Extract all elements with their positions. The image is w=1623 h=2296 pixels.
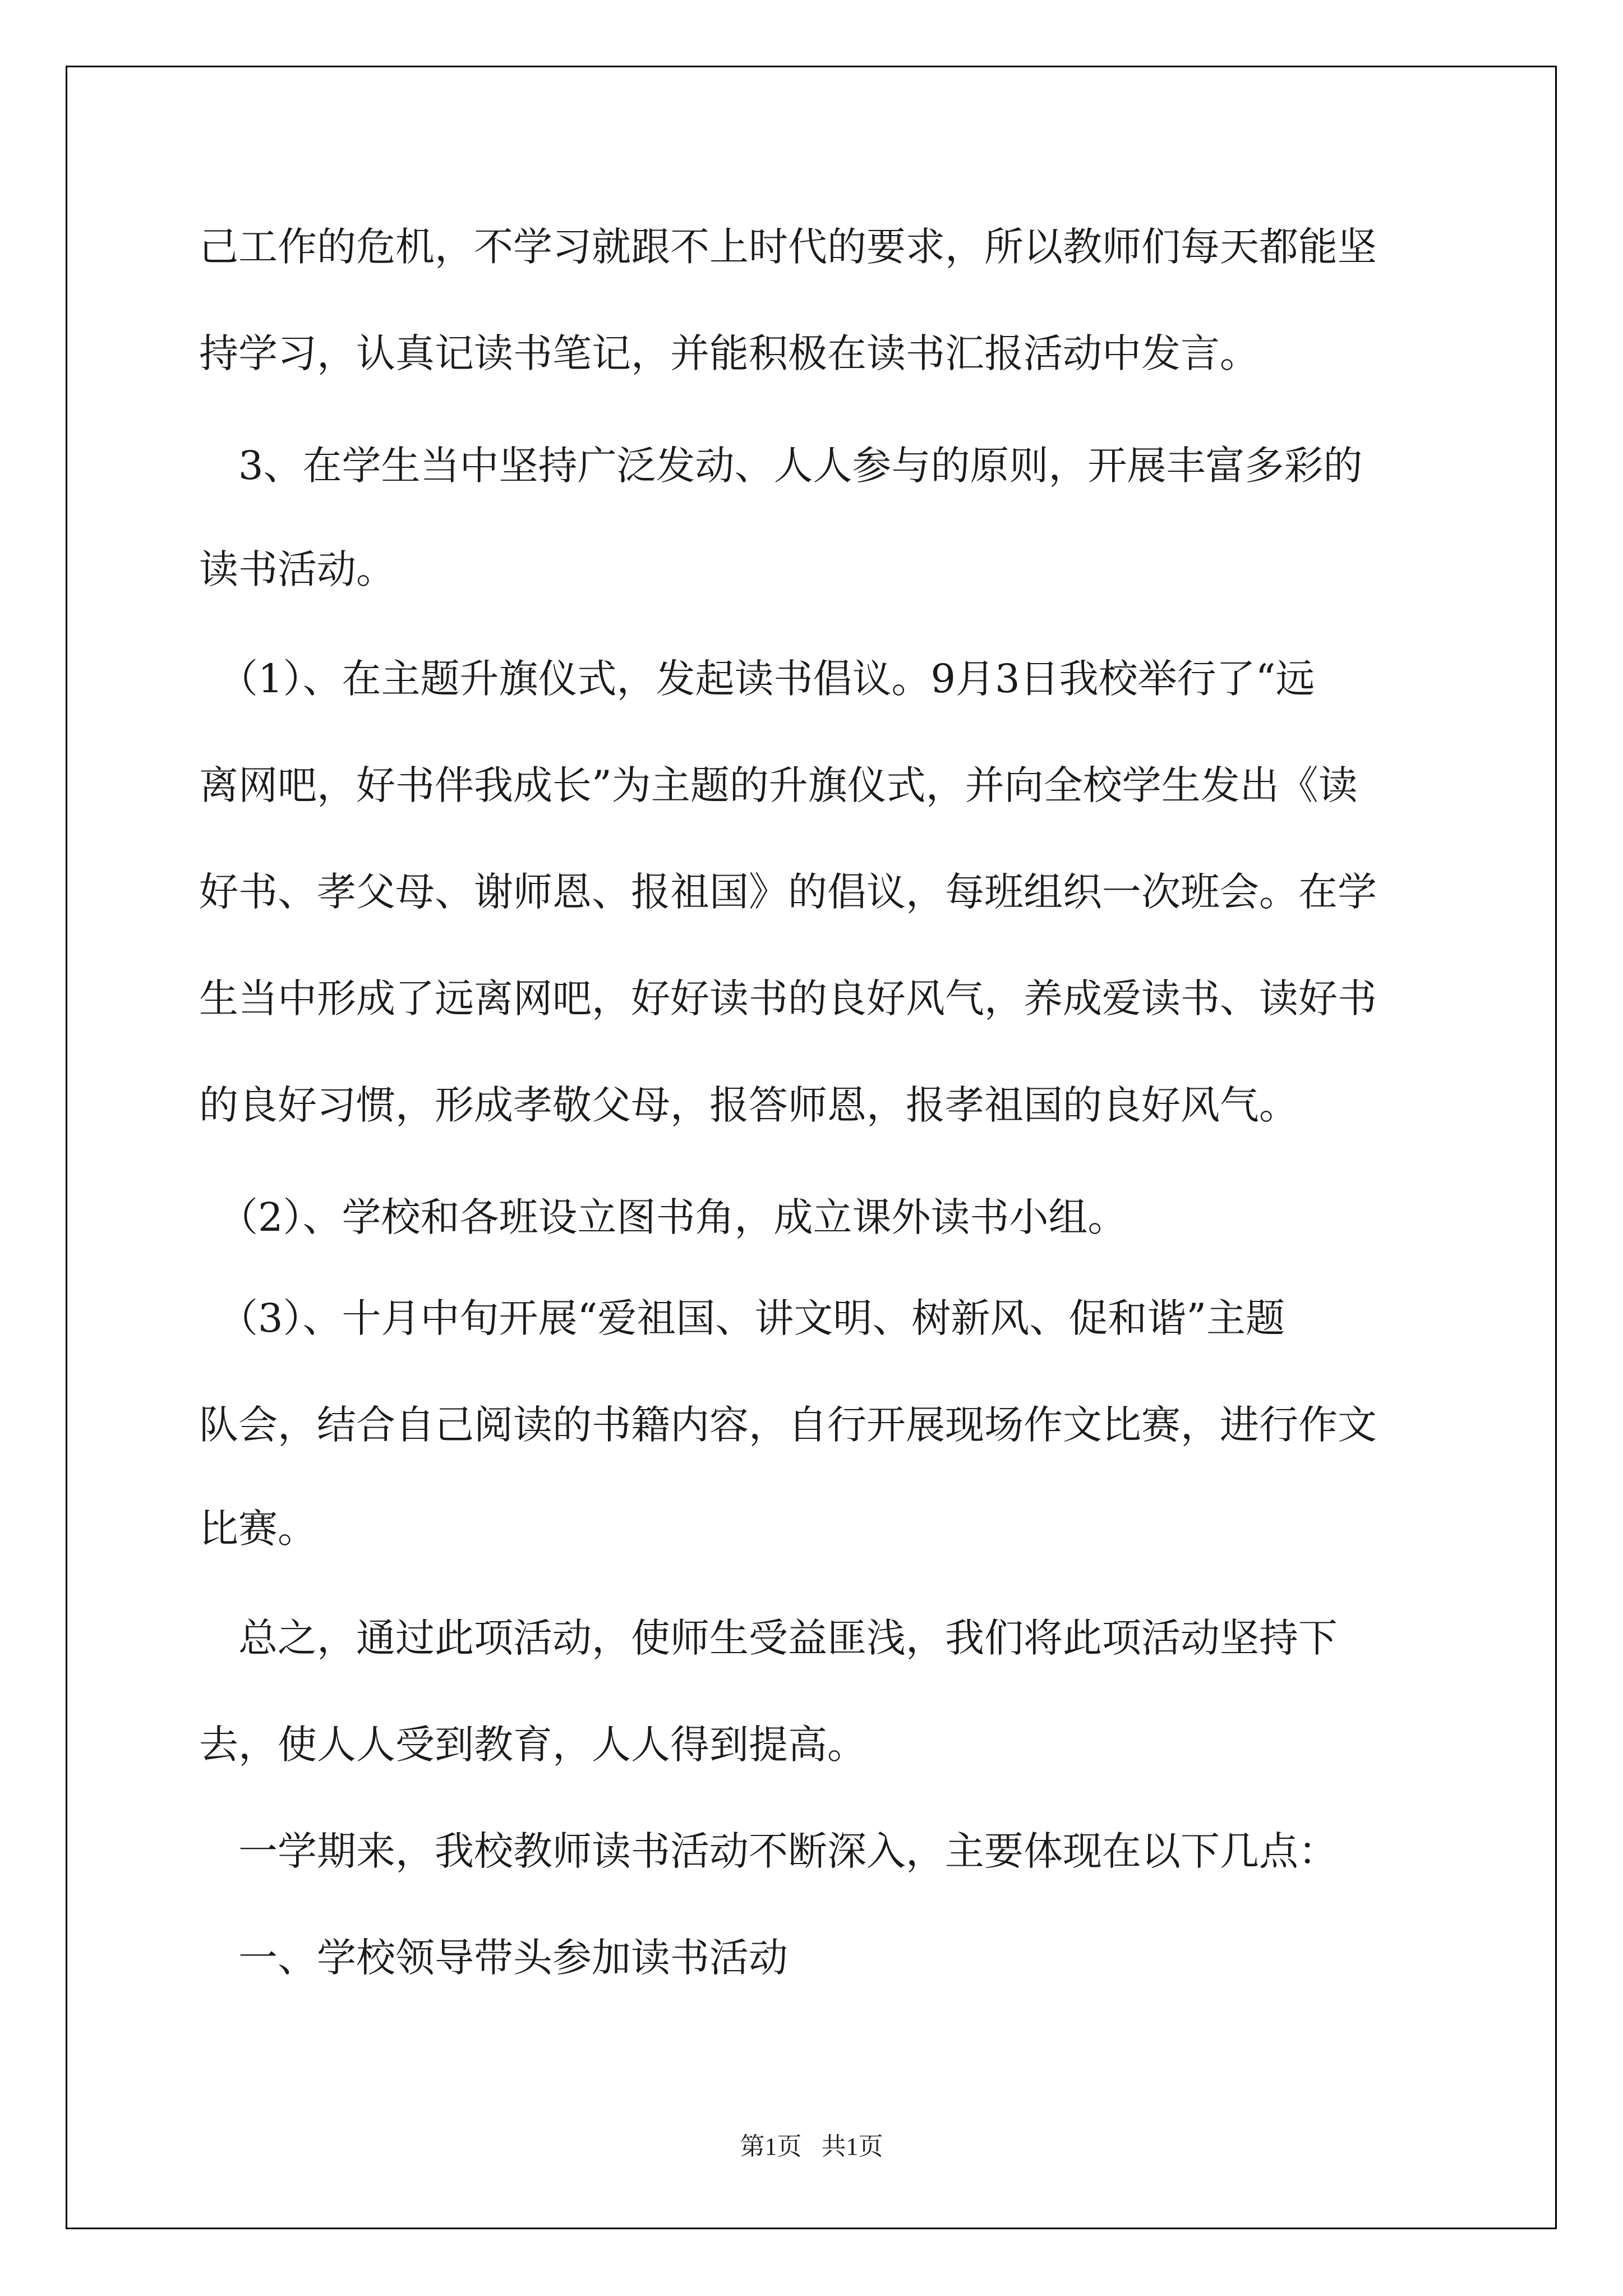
page-footer	[0, 2133, 1623, 2161]
paragraph-line: 离网吧，好书伴我成长”为主题的升旗仪式，并向全校学生发出《读	[199, 762, 1358, 808]
paragraph-line: 己工作的危机，不学习就跟不上时代的要求，所以教师们每天都能坚	[199, 224, 1377, 270]
paragraph-line: 3、在学生当中坚持广泛发动、人人参与的原则，开展丰富多彩的	[199, 443, 1363, 489]
paragraph-line: 一学期来，我校教师读书活动不断深入，主要体现在以下几点：	[199, 1828, 1338, 1874]
paragraph-line: 的良好习惯，形成孝敬父母，报答师恩，报孝祖国的良好风气。	[199, 1082, 1298, 1128]
paragraph-line: 比赛。	[199, 1506, 317, 1552]
paragraph-line: 总之，通过此项活动，使师生受益匪浅，我们将此项活动坚持下	[199, 1615, 1338, 1661]
paragraph-line: （3）、十月中旬开展“爱祖国、讲文明、树新风、促和谐”主题	[199, 1295, 1285, 1341]
paragraph-line: 生当中形成了远离网吧，好好读书的良好风气，养成爱读书、读好书	[199, 976, 1377, 1022]
page-total: 共1页	[821, 2133, 883, 2160]
page-border	[66, 66, 1557, 2229]
paragraph-line: 队会，结合自己阅读的书籍内容，自行开展现场作文比赛，进行作文	[199, 1402, 1377, 1448]
paragraph-line: 好书、孝父母、谢师恩、报祖国》的倡议，每班组织一次班会。在学	[199, 869, 1377, 915]
paragraph-line: （2）、学校和各班设立图书角，成立课外读书小组。	[199, 1194, 1127, 1240]
page-number: 第1页	[740, 2133, 802, 2160]
paragraph-line: 读书活动。	[199, 546, 395, 592]
paragraph-line: 持学习，认真记读书笔记，并能积极在读书汇报活动中发言。	[199, 330, 1259, 376]
paragraph-line: （1）、在主题升旗仪式，发起读书倡议。9月3日我校举行了“远	[199, 656, 1315, 702]
paragraph-line: 一、学校领导带头参加读书活动	[199, 1935, 788, 1981]
paragraph-line: 去，使人人受到教育，人人得到提高。	[199, 1722, 866, 1768]
